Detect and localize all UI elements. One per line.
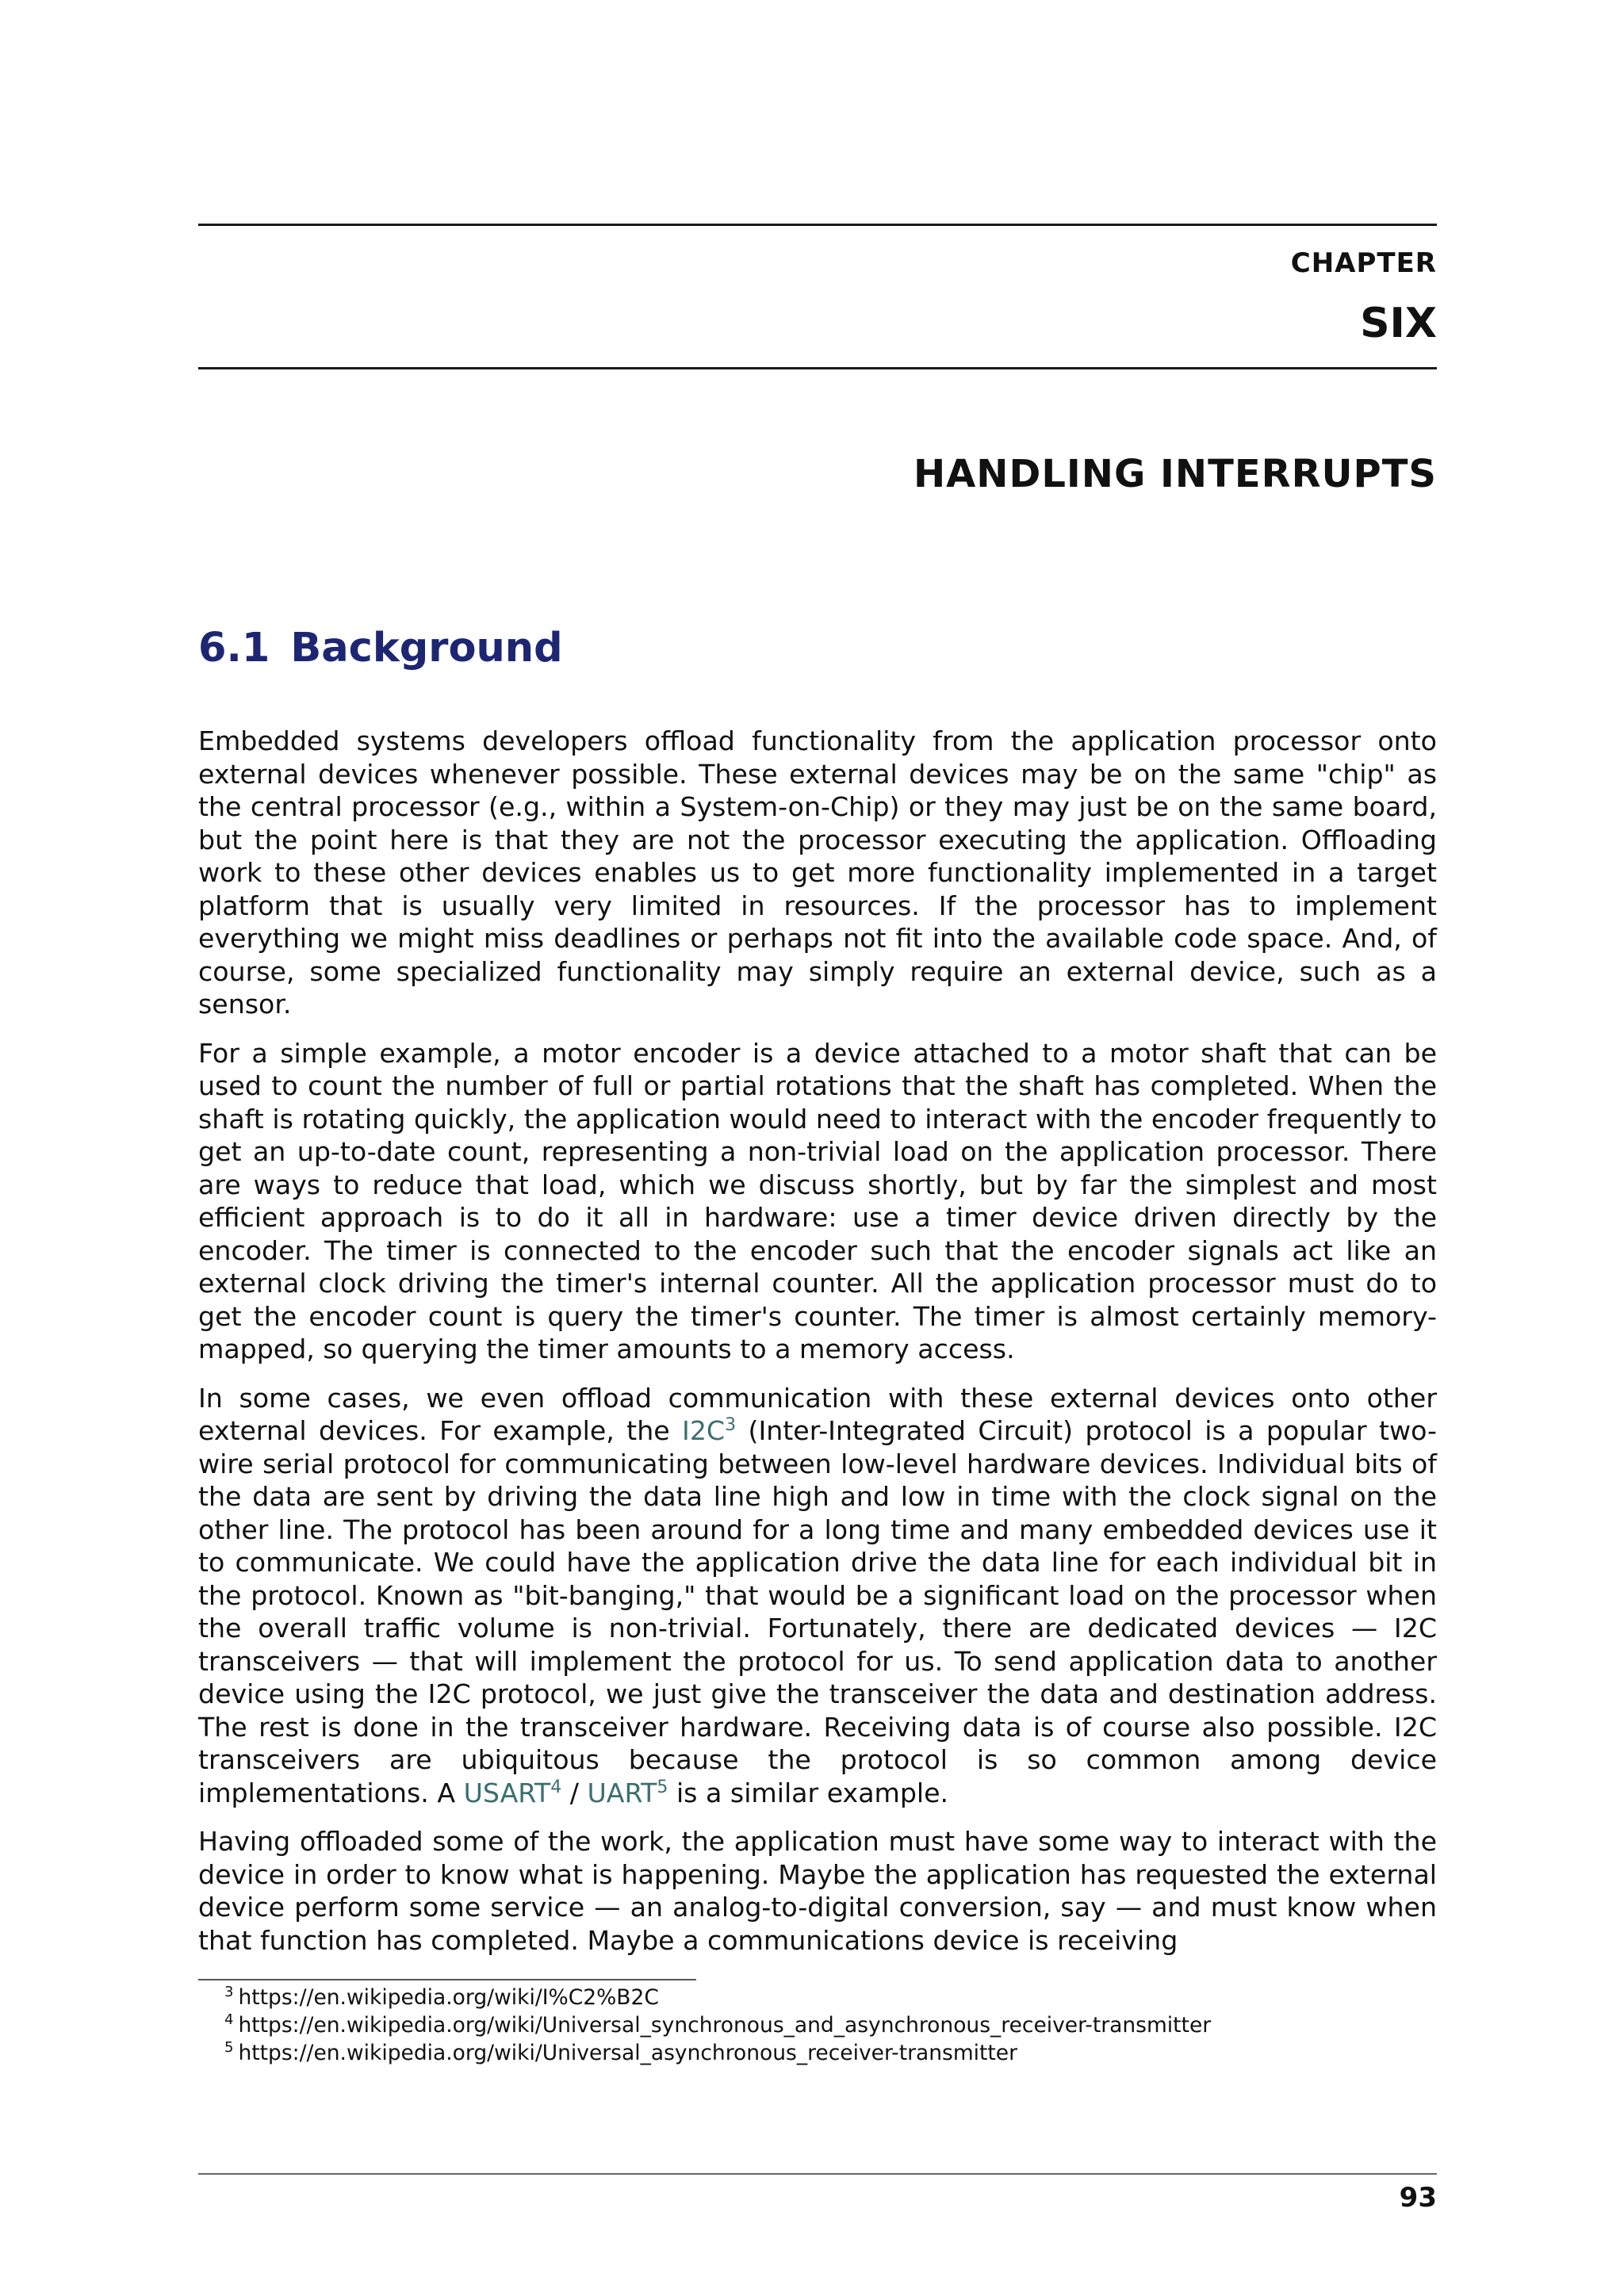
footnotes [224,1984,1211,2067]
section-title: Background [290,625,563,672]
footnote [224,2011,1211,2039]
paragraph-text: / [561,1777,588,1808]
chapter-top-rule [198,224,1437,226]
body-text [198,725,1437,1973]
footnote [224,1984,1211,2011]
footnote [224,2039,1211,2067]
section-heading [198,625,563,672]
paragraph-text: In some cases, we even offload communication with these external devices onto other external devices. For example, the [198,1382,1437,1446]
chapter-number: SIX [1360,300,1437,347]
paragraph: For a simple example, a motor encoder is a device attached to a motor shaft that can be used to count the number of full or partial rotations that the shaft has completed. When the shaft is rotating quickly, the application would need to interact with the encoder frequently to get an up-to-date count, representing a non-trivial load on the application processor. There are ways to reduce that load, which we discuss shortly, but by far the simplest and most efficient approach is to do it all in hardware: use a timer device driven directly by the encoder. The timer is connected to the encoder such that the encoder signals act like an external clock driving the timer's internal counter. All the application processor must do to get the encoder count is query the timer's counter. The timer is almost certainly memory-mapped, so querying the timer amounts to a memory access. [198,1037,1437,1364]
paragraph [198,1382,1437,1810]
footnote-url[interactable]: https://en.wikipedia.org/wiki/I%C2%B2C [238,1985,659,2010]
paragraph: Having offloaded some of the work, the application must have some way to interact with the device in order to know what is happening. Maybe the application has requested the external device perform some service — an analog-to-digital conversion, say — and must know when that function has completed. Maybe a communications device is receiving [198,1826,1437,1956]
uart-link[interactable]: UART [587,1777,657,1808]
footnote-mark: 3 [224,1984,234,2001]
page-footer-rule [198,2173,1437,2175]
chapter-bottom-rule [198,367,1437,369]
section-number: 6.1 [198,625,270,672]
paragraph-text: is a similar example. [668,1777,949,1808]
paragraph-text: (Inter-Integrated Circuit) protocol is a popular two-wire serial protocol for communicating between low-level hardware devices. Individual bits of the data are sent by driving the data line high and low in time with the clock signal on the other line. The protocol has been around for a long time and many embedded devices use it to communicate. We could have the application drive the data line for each individual bit in the protocol. Known as "bit-banging," that would be a significant load on the processor when the overall traffic volume is non-trivial. Fortunately, there are dedicated devices — I2C transceivers — that will implement the protocol for us. To send application data to another device using the I2C protocol, we just give the transceiver the data and destination address. The rest is done in the transceiver hardware. Receiving data is of course also possible. I2C transceivers are ubiquitous because the protocol is so common among device implementations. A [198,1415,1437,1808]
footnote-mark: 5 [224,2039,234,2057]
footnote-ref-5[interactable]: 5 [657,1777,668,1797]
i2c-link[interactable]: I2C [682,1415,726,1446]
footnote-url[interactable]: https://en.wikipedia.org/wiki/Universal_asynchronous_receiver-transmitter [238,2041,1017,2065]
footnote-ref-4[interactable]: 4 [550,1777,562,1797]
usart-link[interactable]: USART [463,1777,551,1808]
page-number: 93 [1399,2182,1437,2214]
chapter-title: HANDLING INTERRUPTS [913,452,1437,496]
footnote-url[interactable]: https://en.wikipedia.org/wiki/Universal_synchronous_and_asynchronous_receiver-transmitter [238,2013,1212,2038]
footnote-ref-3[interactable]: 3 [725,1414,737,1435]
footnote-rule [198,1979,696,1980]
chapter-label: CHAPTER [1290,247,1437,279]
footnote-mark: 4 [224,2011,234,2029]
paragraph: Embedded systems developers offload functionality from the application processor onto external devices whenever possible. These external devices may be on the same "chip" as the central processor (e.g., within a System-on-Chip) or they may just be on the same board, but the point here is that they are not the processor executing the application. Offloading work to these other devices enables us to get more functionality implemented in a target platform that is usually very limited in resources. If the processor has to implement everything we might miss deadlines or perhaps not fit into the available code space. And, of course, some specialized functionality may simply require an external device, such as a sensor. [198,725,1437,1020]
